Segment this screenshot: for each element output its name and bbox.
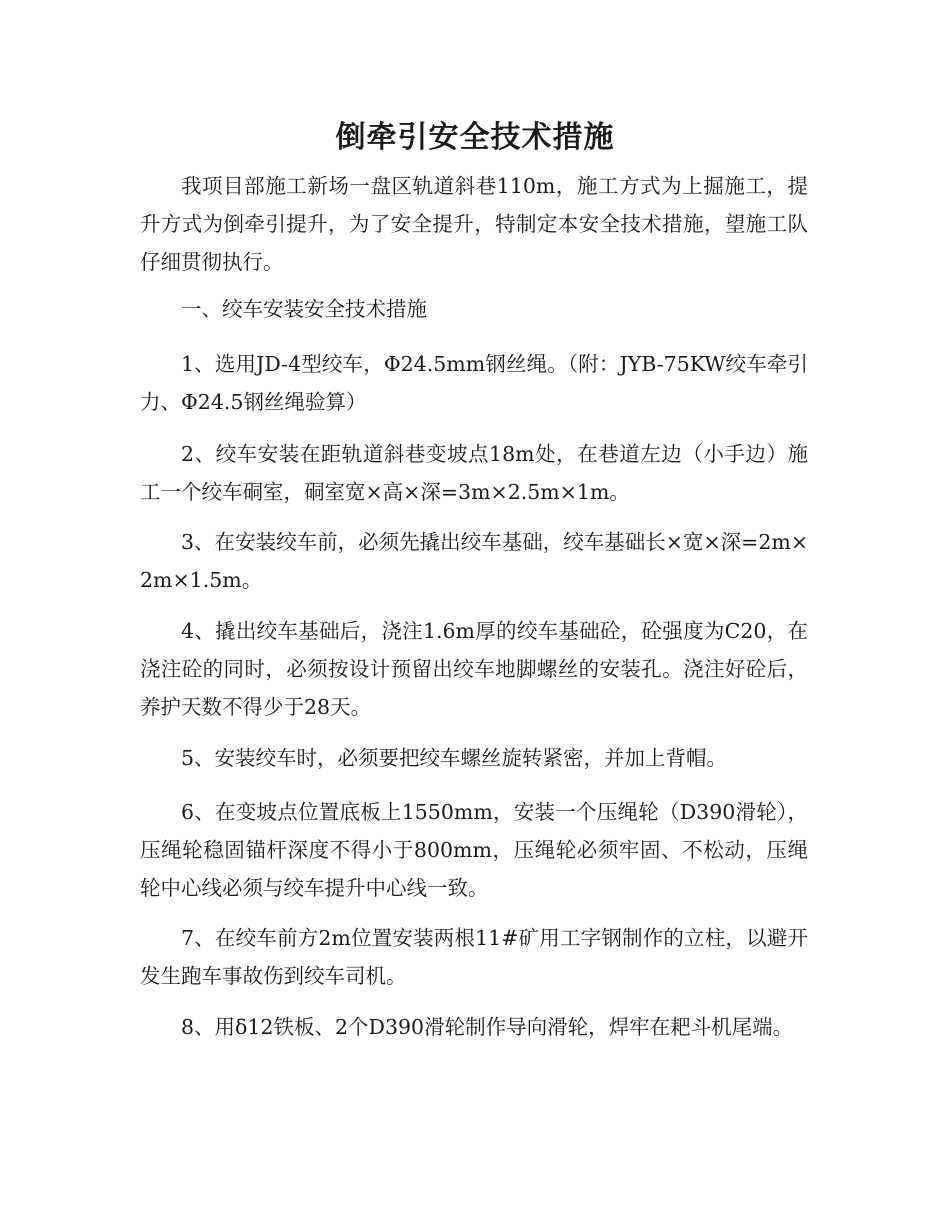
section-heading-1: 一、绞车安装安全技术措施 xyxy=(181,297,427,321)
paragraph-item-4: 4、撬出绞车基础后，浇注1.6m厚的绞车基础砼，砼强度为C20，在浇注砼的同时，必须按设计预留出绞车地脚螺丝的安装孔。浇注好砼后，养护天数不得少于28天。 xyxy=(140,619,808,719)
paragraph-item-1: 1、选用JD-4型绞车，Φ24.5mm钢丝绳。（附：JYB-75KW绞车牵引力、Φ24.5钢丝绳验算） xyxy=(140,352,808,414)
paragraph-item-8: 8、用δ12铁板、2个D390滑轮制作导向滑轮，焊牢在耙斗机尾端。 xyxy=(181,1015,794,1039)
paragraph-intro: 我项目部施工新场一盘区轨道斜巷110m，施工方式为上掘施工，提升方式为倒牵引提升，为了安全提升，特制定本安全技术措施，望施工队仔细贯彻执行。 xyxy=(140,174,808,274)
paragraph-item-2: 2、绞车安装在距轨道斜巷变坡点18m处，在巷道左边（小手边）施工一个绞车硐室，硐室宽×高×深=3m×2.5m×1m。 xyxy=(140,442,808,504)
paragraph-item-5: 5、安装绞车时，必须要把绞车螺丝旋转紧密，并加上背帽。 xyxy=(181,746,728,770)
paragraph-item-7: 7、在绞车前方2m位置安装两根11#矿用工字钢制作的立柱，以避开发生跑车事故伤到绞车司机。 xyxy=(140,926,808,988)
paragraph-item-6: 6、在变坡点位置底板上1550mm，安装一个压绳轮（D390滑轮），压绳轮稳固锚杆深度不得小于800mm，压绳轮必须牢固、不松动，压绳轮中心线必须与绞车提升中心线一致。 xyxy=(140,800,808,900)
paragraph-item-3: 3、在安装绞车前，必须先撬出绞车基础，绞车基础长×宽×深=2m×2m×1.5m。 xyxy=(140,530,808,592)
document-title: 倒牵引安全技术措施 xyxy=(335,120,615,155)
